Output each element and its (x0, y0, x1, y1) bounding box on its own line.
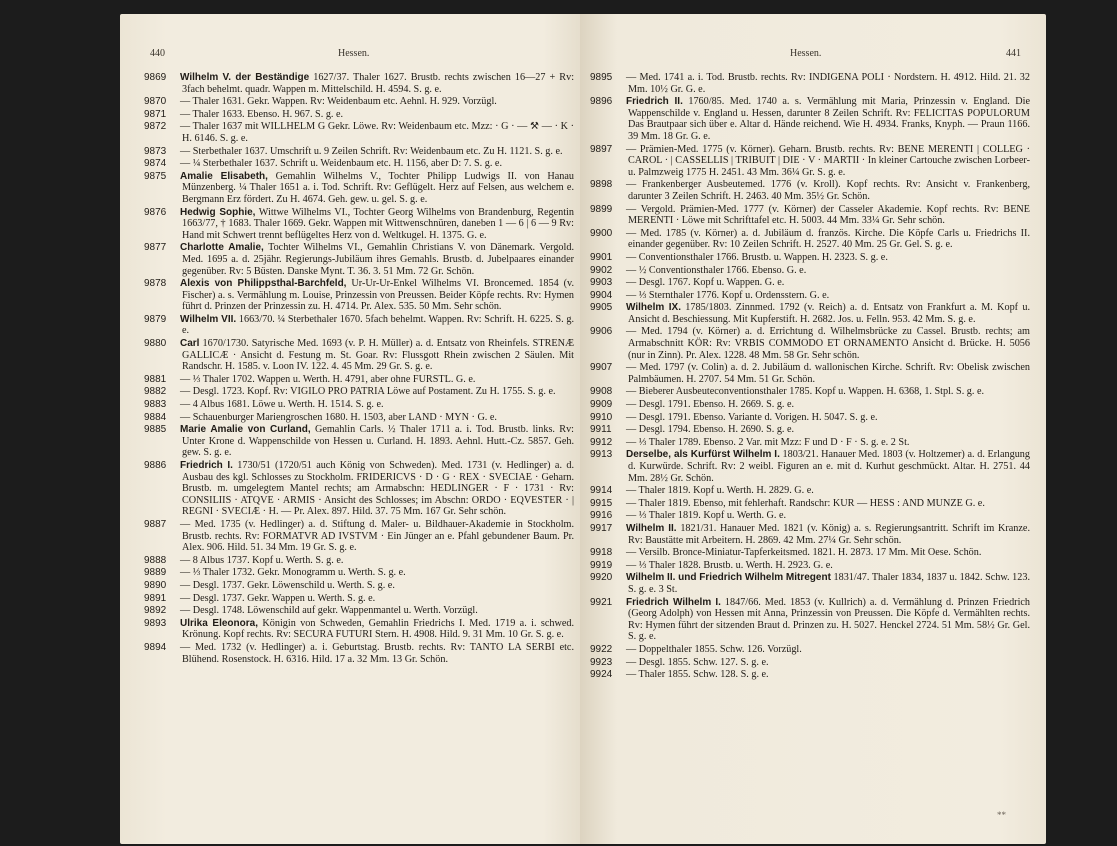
ruler-name: Alexis von Philippsthal-Barchfeld, (180, 278, 347, 290)
ruler-name: Friedrich II. (626, 96, 683, 108)
entry-number: 9922 (590, 643, 613, 655)
catalog-entry (144, 519, 574, 554)
catalog-entry (590, 252, 1030, 264)
entry-number: 9869 (144, 72, 167, 83)
ruler-name: Hedwig Sophie, (180, 206, 256, 218)
catalog-entry (144, 338, 574, 373)
entry-list (590, 72, 1030, 682)
entry-number: 9893 (144, 617, 167, 629)
catalog-entry (590, 386, 1030, 398)
entry-description: — Vergold. Prämien-Med. 1777 (v. Körner) der Casseler Akademie. Kopf rechts. Rv: BENE MERENTI · Löwe mit Schrifttafel etc. H. 5003. 44 Mm. 33¼ Gr. Sehr schön. (626, 203, 1030, 227)
entry-description: — Med. 1732 (v. Hedlinger) a. i. Geburtstag. Brustb. rechts. Rv: TANTO LA SERBI etc. Blühend. Rosenstock. H. 6316. Hild. 17 a. 32 Mm. 13 Gr. Schön. (180, 641, 574, 665)
entry-number: 9873 (144, 145, 167, 157)
entry-description: — Med. 1797 (v. Colin) a. d. 2. Jubiläum d. wallonischen Kirche. Schrift. Rv: Obelisk zwischen Palmbäumen. H. 2707. 54 Mm. 51 Gr. Schön. (626, 362, 1030, 385)
entry-number: 9897 (590, 143, 613, 155)
entry-description: — Conventionsthaler 1766. Brustb. u. Wappen. H. 2323. S. g. e. (626, 251, 888, 263)
catalog-entry (144, 146, 574, 158)
ruler-name: Wilhelm VII. (180, 313, 237, 325)
entry-description: — Med. 1735 (v. Hedlinger) a. d. Stiftung d. Maler- u. Bildhauer-Akademie in Stockholm. Brustb. rechts. Rv: FORMATVR AD IVSTVM · Ein Jünger an e. Pfahl gebundener Baum. Pr. Alex. 906. Hild. 51. 34 Mm. 19 Gr. S. g. e. (180, 518, 574, 554)
entry-number: 9896 (590, 96, 613, 108)
entry-description: — ⅓ Sternthaler 1776. Kopf u. Ordensstern. G. e. (626, 289, 830, 301)
entry-number: 9882 (144, 386, 167, 398)
catalog-entry (144, 242, 574, 277)
entry-description: — Med. 1785 (v. Körner) a. d. Jubiläum d. französ. Kirche. Die Köpfe Carls u. Friedrichs II. einander gegenüber. Rv: 10 Zeilen Schrift. H. 2527. 40 Mm. 25 Gr. Gel. S. g. e. (626, 227, 1030, 251)
entry-number: 9908 (590, 386, 613, 398)
entry-description: — Med. 1741 a. i. Tod. Brustb. rechts. Rv: INDIGENA POLI · Nordstern. H. 4912. Hild. 21. 32 Mm. 10½ Gr. G. e. (626, 72, 1030, 95)
catalog-entry (144, 580, 574, 592)
ruler-name: Marie Amalie von Curland, (180, 424, 311, 436)
ruler-name: Charlotte Amalie, (180, 242, 264, 254)
catalog-entry (590, 560, 1030, 572)
catalog-entry (144, 618, 574, 641)
catalog-entry (144, 207, 574, 242)
entry-number: 9892 (144, 605, 167, 617)
entry-number: 9921 (590, 596, 613, 608)
entry-number: 9912 (590, 436, 613, 448)
entry-description: 1803/21. Hanauer Med. 1803 (v. Holtzemer) a. d. Erlangung d. Kurwürde. Schrift. Rv: 2 weibl. Figuren an e. mit d. Kurhut geschmückt. Altar. H. 2751. 44 Mm. 28½ Gr. Schön. (628, 449, 1030, 484)
entry-number: 9883 (144, 399, 167, 411)
entry-number: 9871 (144, 108, 167, 120)
catalog-entry (590, 302, 1030, 325)
catalog-entry (144, 460, 574, 518)
entry-number: 9876 (144, 206, 167, 218)
entry-description: — ½ Conventionsthaler 1766. Ebenso. G. e. (626, 264, 807, 276)
ruler-name: Wilhelm IX. (626, 302, 681, 314)
entry-description: — ⅓ Thaler 1702. Wappen u. Werth. H. 4791, aber ohne FURSTL. G. e. (180, 373, 476, 385)
catalog-entry (590, 228, 1030, 251)
catalog-entry (144, 72, 574, 95)
entry-description: — Desgl. 1737. Gekr. Wappen u. Werth. S. g. e. (180, 592, 376, 604)
entry-description: — Desgl. 1748. Löwenschild auf gekr. Wappenmantel u. Werth. Vorzügl. (180, 605, 478, 617)
entry-description: — Desgl. 1737. Gekr. Löwenschild u. Werth. S. g. e. (180, 579, 395, 591)
catalog-entry (590, 523, 1030, 546)
catalog-entry (590, 644, 1030, 656)
entry-number: 9915 (590, 497, 613, 509)
entry-description: — Bieberer Ausbeuteconventionsthaler 1785. Kopf u. Wappen. H. 6368, 1. Stpl. S. g. e. (626, 386, 985, 398)
ruler-name: Wilhelm V. der Beständige (180, 72, 310, 83)
entry-description: — Desgl. 1723. Kopf. Rv: VIGILO PRO PATRIA Löwe auf Postament. Zu H. 1755. S. g. e. (180, 386, 556, 398)
left-page (120, 14, 590, 844)
catalog-entry (590, 449, 1030, 484)
entry-description: — Med. 1794 (v. Körner) a. d. Errichtung d. Wilhelmsbrücke zu Cassel. Brustb. rechts; am Armabschnitt KÖR: Rv: VRBIS COMMODO ET ORNAMENTO Ansicht d. Brücke. H. 5056 (nur in Zinn). Pr. Alex. 1228. 48 Mm. 58 Gr. Sehr schön. (626, 326, 1030, 361)
entry-number: 9914 (590, 485, 613, 497)
catalog-entry (590, 572, 1030, 595)
entry-number: 9923 (590, 656, 613, 668)
catalog-entry (590, 498, 1030, 510)
catalog-entry (144, 109, 574, 121)
entry-number: 9917 (590, 522, 613, 534)
page-number: 441 (1006, 48, 1021, 59)
entry-number: 9880 (144, 338, 167, 350)
entry-description: — Thaler 1637 mit WILLHELM G Gekr. Löwe. Rv: Weidenbaum etc. Mzz: · G · — ⚒ — · K · H. 6146. S. g. e. (180, 121, 574, 144)
entry-number: 9900 (590, 227, 613, 239)
catalog-entry (144, 593, 574, 605)
catalog-entry (144, 374, 574, 386)
entry-description: Königin von Schweden, Gemahlin Friedrichs I. Med. 1719 a. i. schwed. Krönung. Kopf rechts. Rv: SECURA FUTURI Stern. H. 4908. Hild. 9. 31 Mm. 10 Gr. S. g. e. (182, 617, 575, 641)
catalog-entry (144, 278, 574, 313)
entry-number: 9895 (590, 72, 613, 83)
entry-description: — Schauenburger Mariengroschen 1680. H. 1503, aber LAND · MYN · G. e. (180, 411, 497, 423)
ruler-name: Wilhelm II. (626, 522, 677, 534)
entry-description: — Thaler 1819. Kopf u. Werth. H. 2829. G. e. (626, 485, 814, 497)
entry-description: 1821/31. Hanauer Med. 1821 (v. König) a. s. Regierungsantritt. Schrift im Kranze. Rv: Baustätte mit Arbeitern. H. 2869. 42 Mm. 27¼ Gr. Sehr schön. (628, 522, 1030, 546)
entry-description: 1670/1730. Satyrische Med. 1693 (v. P. H. Müller) a. d. Entsatz von Rheinfels. STRENÆ GALLICÆ · Ansicht d. Festung m. St. Goar. Rv: Flussgott Rhein zwischen 2 Säulen. Mit Randschr. H. 1585. v. Loon IV. 122. 4. 45 Mm. 29 Gr. S. g. e. (182, 338, 574, 373)
ruler-name: Ulrika Eleonora, (180, 617, 258, 629)
entry-number: 9898 (590, 179, 613, 191)
entry-list (144, 72, 574, 666)
entry-description: — Thaler 1855. Schw. 128. S. g. e. (626, 669, 769, 681)
entry-number: 9902 (590, 264, 613, 276)
entry-description: — Desgl. 1794. Ebenso. H. 2690. S. g. e. (626, 424, 795, 436)
entry-number: 9913 (590, 449, 613, 461)
entry-description: — ⅓ Thaler 1828. Brustb. u. Werth. H. 2923. G. e. (626, 559, 833, 571)
entry-description: — 4 Albus 1681. Löwe u. Werth. H. 1514. S. g. e. (180, 399, 384, 411)
entry-number: 9890 (144, 579, 167, 591)
catalog-entry (144, 314, 574, 337)
page-number: 440 (150, 48, 165, 59)
catalog-entry (144, 605, 574, 617)
catalog-entry (144, 412, 574, 424)
catalog-entry (144, 121, 574, 144)
entry-number: 9894 (144, 641, 167, 653)
entry-number: 9905 (590, 302, 613, 314)
catalog-entry (144, 171, 574, 206)
entry-description: 1627/37. Thaler 1627. Brustb. rechts zwischen 16—27 + Rv: 3fach behelmt. quadr. Wappen m. Mittelschild. H. 4594. S. g. e. (182, 72, 575, 95)
catalog-entry (590, 265, 1030, 277)
entry-description: — Thaler 1819. Ebenso, mit fehlerhaft. Randschr: KUR — HESS : AND MUNZE G. e. (626, 497, 985, 509)
catalog-entry (590, 424, 1030, 436)
entry-number: 9920 (590, 572, 613, 584)
ruler-name: Derselbe, als Kurfürst Wilhelm I. (626, 449, 780, 461)
entry-number: 9887 (144, 518, 167, 530)
signature-mark: ** (997, 810, 1006, 820)
entry-number: 9874 (144, 158, 167, 170)
entry-description: — Desgl. 1855. Schw. 127. S. g. e. (626, 656, 769, 668)
entry-description: Wittwe Wilhelms VI., Tochter Georg Wilhelms von Brandenburg, Regentin 1663/77, † 1683. Thaler 1669. Gekr. Wappen mit Wittwenschnüren, daneben 1 — 6 | 6 — 9 Rv: Hand mit Schwert trennt beflügeltes Herz von d. Weltkugel. H. 1375. G. e. (182, 206, 574, 241)
entry-number: 9875 (144, 170, 167, 182)
catalog-entry (144, 386, 574, 398)
running-head: Hessen. (338, 48, 370, 59)
entry-description: — Versilb. Bronce-Miniatur-Tapferkeitsmed. 1821. H. 2873. 17 Mm. Mit Oese. Schön. (626, 547, 982, 559)
entry-number: 9910 (590, 411, 613, 423)
catalog-entry (590, 657, 1030, 669)
entry-number: 9918 (590, 547, 613, 559)
ruler-name: Friedrich I. (180, 460, 233, 471)
entry-number: 9909 (590, 399, 613, 411)
running-head: Hessen. (790, 48, 822, 59)
entry-description: 1847/66. Med. 1853 (v. Kullrich) a. d. Vermählung d. Prinzen Friedrich (Georg Adolph) von Hessen mit Anna, Prinzessin von Preussen. Die Köpfe d. Vermählten rechts. Rv: Hymen führt der sitzenden Braut d. Prinzen zu. H. 5027. Henckel 2724. 51 Mm. 58½ Gr. Gel. S. g. e. (628, 596, 1031, 643)
entry-description: Gemahlin Wilhelms V., Tochter Philipp Ludwigs II. von Hanau Münzenberg. ¼ Thaler 1651 a. i. Tod. Schrift. Rv: Geflügelt. Herz auf Felsen, aus welchem e. Bergmann Erz fördert. Zu H. 4674. Geh. gew. u. gel. S. g. e. (182, 170, 574, 205)
entry-number: 9870 (144, 96, 167, 108)
entry-description: — Desgl. 1767. Kopf u. Wappen. G. e. (626, 277, 785, 289)
catalog-entry (144, 567, 574, 579)
catalog-entry (144, 642, 574, 665)
catalog-entry (590, 547, 1030, 559)
entry-description: 1760/85. Med. 1740 a. s. Vermählung mit Maria, Prinzessin v. England. Die Wappenschilde v. England u. Hessen, darunter 8 Zeilen Schrift. Rv: FELICITAS POPULORUM Das Brautpaar sich über e. Altar d. Hände reichend. Wie H. 4934. Franks, Knyph. — Praun 1166. 39 Mm. 18 Gr. G. e. (628, 96, 1031, 142)
entry-number: 9916 (590, 510, 613, 522)
right-page (580, 14, 1046, 844)
entry-description: — Frankenberger Ausbeutemed. 1776 (v. Kroll). Kopf rechts. Rv: Ansicht v. Frankenberg, darunter 3 Zeilen Schrift. H. 2463. 40 Mm. 35½ Gr. Schön. (626, 179, 1030, 202)
entry-number: 9891 (144, 592, 167, 604)
entry-description: — Desgl. 1791. Ebenso. H. 2669. S. g. e. (626, 399, 795, 411)
entry-number: 9906 (590, 326, 613, 338)
entry-number: 9878 (144, 278, 167, 290)
entry-number: 9901 (590, 251, 613, 263)
catalog-entry (590, 412, 1030, 424)
entry-number: 9881 (144, 373, 167, 385)
entry-description: 1730/51 (1720/51 auch König von Schweden). Med. 1731 (v. Hedlinger) a. d. Ausbau des kgl. Schlosses zu Stockholm. FRIDERICVS · D · G · REX · SVECIAE · Geharn. Brustb. m. umgelegtem Mantel rechts; am Armabschn: HEDLINGER · F · 1731 · Rv: CONSILIIS · ATQVE · ARMIS · Ansicht des Schlosses; im Abschn: ORDO · EQVESTER · | REGNI · SVECIÆ · H. — Pr. Alex. 897. Hild. 37. 75 Mm. 167 Gr. Sehr schön. (182, 460, 574, 518)
entry-number: 9872 (144, 121, 167, 133)
entry-description: — Sterbethaler 1637. Umschrift u. 9 Zeilen Schrift. Rv: Weidenbaum etc. Zu H. 1121. S. g. e. (180, 145, 563, 157)
catalog-entry (590, 96, 1030, 142)
entry-number: 9904 (590, 289, 613, 301)
catalog-entry (590, 179, 1030, 202)
catalog-entry (590, 362, 1030, 385)
entry-number: 9886 (144, 460, 167, 471)
entry-description: — Prämien-Med. 1775 (v. Körner). Geharn. Brustb. rechts. Rv: BENE MERENTI | COLLEG · CAROL · | CASSELLIS | TRIBUIT | DIE · V · MARTII · In kleiner Cartouche zwischen Lorbeer- u. Palmzweig 1775 H. 2451. 43 Mm. 36¼ Gr. S. g. e. (626, 143, 1030, 178)
entry-description: — Thaler 1631. Gekr. Wappen. Rv: Weidenbaum etc. Aehnl. H. 929. Vorzügl. (180, 96, 497, 108)
catalog-entry (590, 510, 1030, 522)
entry-number: 9919 (590, 559, 613, 571)
catalog-entry (590, 437, 1030, 449)
entry-description: Ur-Ur-Ur-Enkel Wilhelms VI. Broncemed. 1854 (v. Fischer) a. s. Vermählung m. Louise, Prinzessin von Preussen. Beider Köpfe rechts. Rv: Hymen führt d. Prinzen der Prinzessin zu. H. 4714. Pr. Alex. 535. 50 Mm. Sehr schön. (182, 278, 575, 313)
ruler-name: Carl (180, 338, 200, 350)
catalog-entry (590, 669, 1030, 681)
catalog-entry (144, 158, 574, 170)
entry-description: Gemahlin Carls. ½ Thaler 1711 a. i. Tod. Brustb. links. Rv: Unter Krone d. Wappenschilde von Hessen u. Curland. H. 1893. Aehnl. Hutt.-Cz. 5857. Geh. gew. S. g. e. (182, 424, 575, 459)
catalog-entry (590, 72, 1030, 95)
entry-number: 9899 (590, 203, 613, 215)
ruler-name: Wilhelm II. und Friedrich Wilhelm Mitregent (626, 572, 831, 584)
ruler-name: Amalie Elisabeth, (180, 170, 268, 182)
entry-number: 9885 (144, 424, 167, 436)
entry-description: Tochter Wilhelms VI., Gemahlin Christians V. von Dänemark. Vergold. Med. 1695 a. d. 25jähr. Regierungs-Jubiläum ihres Gemahls. Brustb. d. Jubelpaares einander gegenüber. Rv: 5 Büsten. Danske Mynt. T. 36. 3. 51 Mm. 72 Gr. Schön. (182, 242, 574, 277)
catalog-entry (590, 290, 1030, 302)
ruler-name: Friedrich Wilhelm I. (626, 596, 721, 608)
catalog-entry (590, 485, 1030, 497)
entry-description: — ⅓ Thaler 1819. Kopf u. Werth. G. e. (626, 510, 787, 522)
entry-description: — ⅓ Thaler 1789. Ebenso. 2 Var. mit Mzz: F und D · F · S. g. e. 2 St. (626, 436, 910, 448)
entry-description: — ¼ Sterbethaler 1637. Schrift u. Weidenbaum etc. H. 1156, aber D: 7. S. g. e. (180, 158, 502, 170)
catalog-entry (144, 399, 574, 411)
entry-number: 9888 (144, 554, 167, 566)
catalog-entry (590, 144, 1030, 179)
catalog-entry (590, 326, 1030, 361)
entry-number: 9877 (144, 242, 167, 254)
entry-number: 9907 (590, 362, 613, 374)
entry-description: 1831/47. Thaler 1834, 1837 u. 1842. Schw. 123. S. g. e. 3 St. (628, 572, 1030, 595)
catalog-entry (590, 204, 1030, 227)
entry-description: — Doppelthaler 1855. Schw. 126. Vorzügl. (626, 643, 802, 655)
entry-description: — 8 Albus 1737. Kopf u. Werth. S. g. e. (180, 554, 344, 566)
entry-number: 9911 (590, 424, 612, 436)
entry-number: 9879 (144, 313, 167, 325)
entry-number: 9903 (590, 277, 613, 289)
catalog-entry (590, 399, 1030, 411)
catalog-entry (144, 555, 574, 567)
entry-description: 1663/70. ¼ Sterbethaler 1670. 5fach behelmt. Wappen. Rv: Schrift. H. 6225. S. g. e. (182, 313, 575, 337)
entry-number: 9924 (590, 669, 613, 681)
catalog-entry (590, 277, 1030, 289)
catalog-entry (144, 96, 574, 108)
entry-number: 9884 (144, 411, 167, 423)
entry-number: 9889 (144, 567, 167, 579)
catalog-entry (590, 597, 1030, 643)
entry-description: — ⅓ Thaler 1732. Gekr. Monogramm u. Werth. S. g. e. (180, 567, 406, 579)
entry-description: — Desgl. 1791. Ebenso. Variante d. Vorigen. H. 5047. S. g. e. (626, 411, 878, 423)
entry-description: 1785/1803. Zinnmed. 1792 (v. Reich) a. d. Entsatz von Frankfurt a. M. Kopf u. Ansicht d. Beschiessung. Mit Kupferstift. H. 2682. Jos. u. Felln. 953. 42 Mm. S. g. e. (628, 302, 1030, 325)
catalog-entry (144, 424, 574, 459)
entry-description: — Thaler 1633. Ebenso. H. 967. S. g. e. (180, 108, 344, 120)
